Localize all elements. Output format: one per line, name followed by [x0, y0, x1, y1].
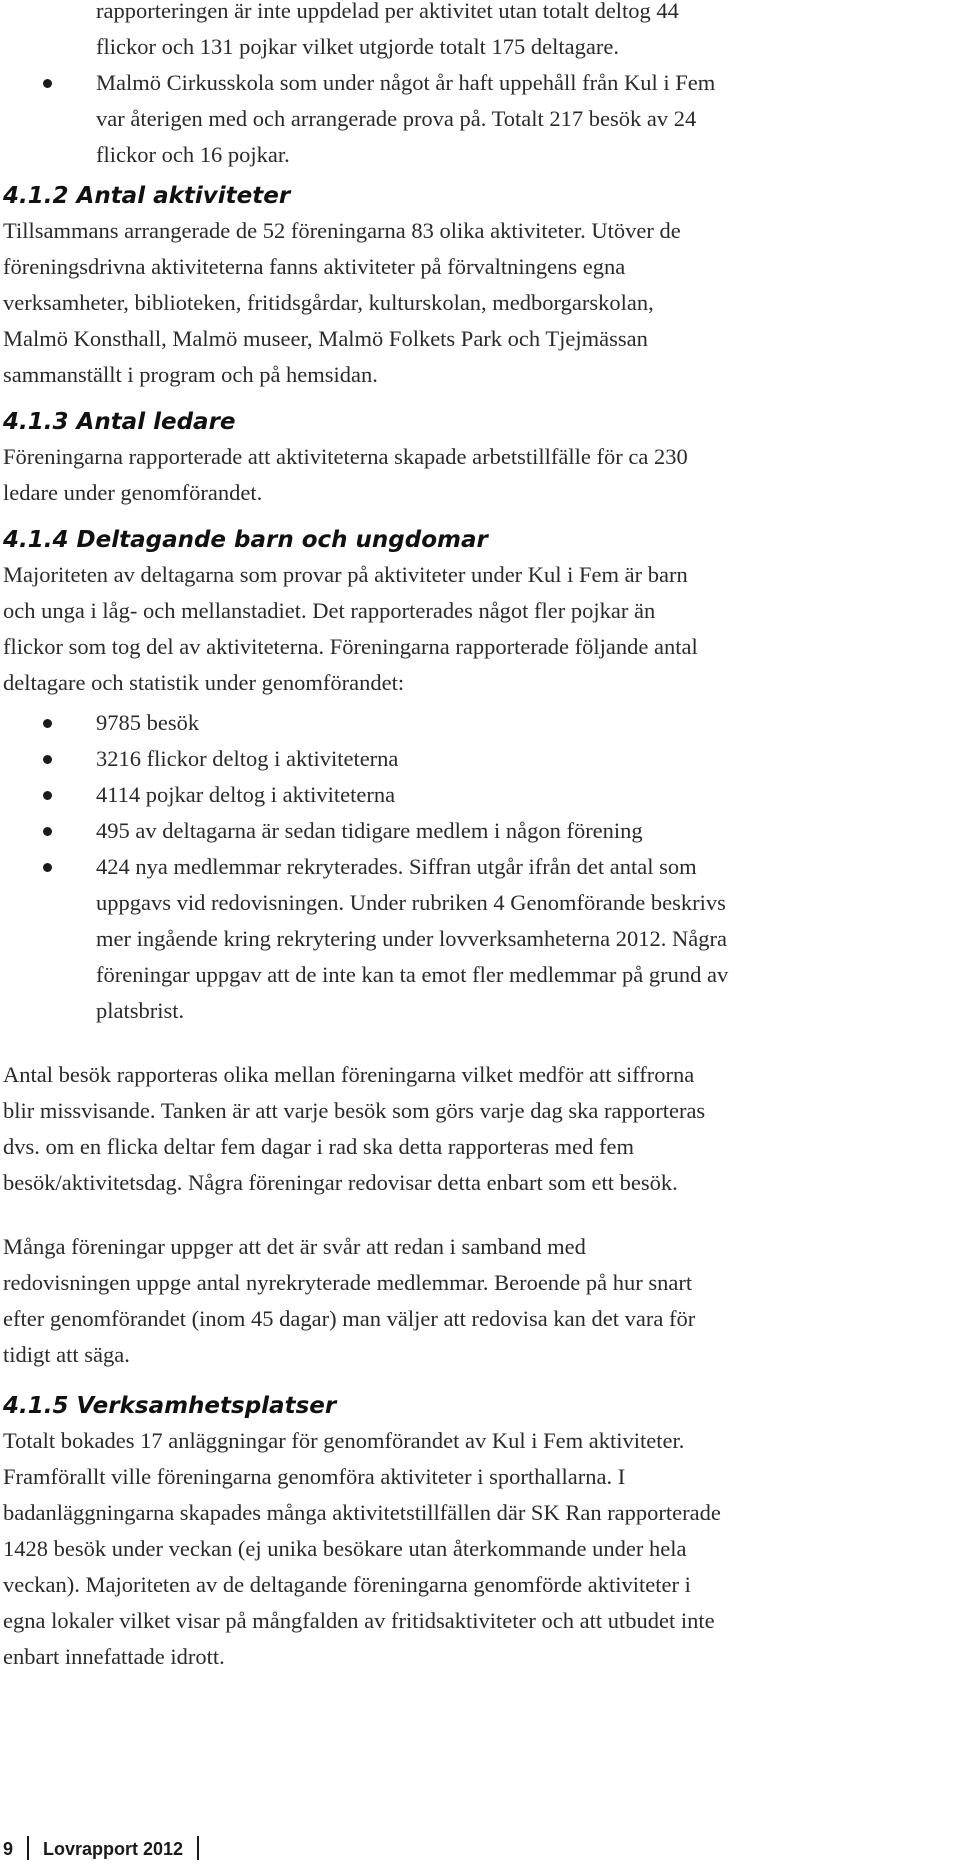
text-line: rapporteringen är inte uppdelad per aktivitet utan totalt deltog 44	[96, 0, 679, 23]
text-line: Totalt bokades 17 anläggningar för genomförandet av Kul i Fem aktiviteter.	[3, 1428, 685, 1453]
section-title: Verksamhetsplatser	[76, 1393, 337, 1419]
text-line: badanläggningarna skapades många aktivitetstillfällen där SK Ran rapporterade	[3, 1500, 721, 1525]
paragraph	[3, 1057, 953, 1201]
bullet-icon	[43, 863, 52, 872]
list-item	[3, 705, 953, 741]
text-line: föreningar uppgav att de inte kan ta emot fler medlemmar på grund av	[96, 962, 729, 987]
text-line: tidigt att säga.	[3, 1342, 130, 1367]
section-title: Antal ledare	[76, 409, 236, 435]
text-line: 1428 besök under veckan (ej unika besökare utan återkommande under hela	[3, 1536, 687, 1561]
text-line: Malmö Cirkusskola som under något år haft uppehåll från Kul i Fem	[96, 70, 716, 95]
text-line: 4114 pojkar deltog i aktiviteterna	[96, 782, 396, 807]
text-line: Antal besök rapporteras olika mellan föreningarna vilket medför att siffrorna	[3, 1062, 695, 1087]
text-line: flickor och 131 pojkar vilket utgjorde totalt 175 deltagare.	[96, 34, 619, 59]
list-item	[3, 65, 953, 173]
footer-divider	[27, 1836, 29, 1860]
text-line: deltagare och statistik under genomförandet:	[3, 670, 405, 695]
text-line: sammanställt i program och på hemsidan.	[3, 362, 378, 387]
page-content	[3, 0, 953, 1675]
text-line: 3216 flickor deltog i aktiviteterna	[96, 746, 399, 771]
section-number: 4.1.2	[3, 183, 69, 209]
bullet-icon	[43, 719, 52, 728]
text-line: 424 nya medlemmar rekryterades. Siffran utgår ifrån det antal som	[96, 854, 697, 879]
text-line: och unga i låg- och mellanstadiet. Det rapporterades något fler pojkar än	[3, 598, 656, 623]
section-4-1-2	[3, 179, 953, 393]
text-line: verksamheter, biblioteken, fritidsgårdar, kulturskolan, medborgarskolan,	[3, 290, 654, 315]
text-line: flickor och 16 pojkar.	[96, 142, 290, 167]
text-line: flickor som tog del av aktiviteterna. Föreningarna rapporterade följande antal	[3, 634, 698, 659]
list-item	[3, 777, 953, 813]
text-line: ledare under genomförandet.	[3, 480, 263, 505]
text-line: föreningsdrivna aktiviteterna fanns aktiviteter på förvaltningens egna	[3, 254, 626, 279]
section-4-1-3	[3, 405, 953, 511]
section-heading	[3, 179, 953, 213]
section-4-1-4	[3, 523, 953, 1373]
section-heading	[3, 1389, 953, 1423]
section-heading	[3, 523, 953, 557]
text-line: egna lokaler vilket visar på mångfalden av fritidsaktiviteter och att utbudet inte	[3, 1608, 715, 1633]
section-number: 4.1.3	[3, 409, 69, 435]
text-line: veckan). Majoriteten av de deltagande föreningarna genomförde aktiviteter i	[3, 1572, 691, 1597]
text-line: blir missvisande. Tanken är att varje besök som görs varje dag ska rapporteras	[3, 1098, 706, 1123]
bullet-icon	[43, 79, 52, 88]
intro-block	[3, 0, 953, 173]
text-line: Föreningarna rapporterade att aktiviteterna skapade arbetstillfälle för ca 230	[3, 444, 688, 469]
text-line: var återigen med och arrangerade prova på. Totalt 217 besök av 24	[96, 106, 697, 131]
text-line: 495 av deltagarna är sedan tidigare medlem i någon förening	[96, 818, 643, 843]
section-title: Deltagande barn och ungdomar	[76, 527, 488, 553]
bullet-icon	[43, 791, 52, 800]
text-line: redovisningen uppge antal nyrekryterade medlemmar. Beroende på hur snart	[3, 1270, 693, 1295]
text-line: Många föreningar uppger att det är svår att redan i samband med	[3, 1234, 586, 1259]
text-line: dvs. om en flicka deltar fem dagar i rad ska detta rapporteras med fem	[3, 1134, 634, 1159]
text-line: enbart innefattade idrott.	[3, 1644, 225, 1669]
footer-divider	[197, 1836, 199, 1860]
statistics-list	[3, 705, 953, 1029]
text-line: Majoriteten av deltagarna som provar på aktiviteter under Kul i Fem är barn	[3, 562, 688, 587]
text-line: efter genomförandet (inom 45 dagar) man väljer att redovisa kan det vara för	[3, 1306, 696, 1331]
text-line: platsbrist.	[96, 998, 185, 1023]
list-item	[3, 741, 953, 777]
text-line: 9785 besök	[96, 710, 200, 735]
text-line: uppgavs vid redovisningen. Under rubriken 4 Genomförande beskrivs	[96, 890, 726, 915]
list-item	[3, 849, 953, 1029]
text-line: besök/aktivitetsdag. Några föreningar redovisar detta enbart som ett besök.	[3, 1170, 678, 1195]
section-number: 4.1.5	[3, 1393, 69, 1419]
report-title: Lovrapport 2012	[43, 1839, 184, 1859]
section-heading	[3, 405, 953, 439]
section-title: Antal aktiviteter	[76, 183, 291, 209]
text-line: Tillsammans arrangerade de 52 föreningarna 83 olika aktiviteter. Utöver de	[3, 218, 681, 243]
text-line: Framförallt ville föreningarna genomföra aktiviteter i sporthallarna. I	[3, 1464, 626, 1489]
page-number: 9	[3, 1839, 14, 1859]
text-line: mer ingående kring rekrytering under lovverksamheterna 2012. Några	[96, 926, 728, 951]
page-footer	[3, 1836, 213, 1860]
section-number: 4.1.4	[3, 527, 69, 553]
section-4-1-5	[3, 1389, 953, 1675]
paragraph	[3, 1229, 953, 1373]
bullet-icon	[43, 827, 52, 836]
text-line: Malmö Konsthall, Malmö museer, Malmö Folkets Park och Tjejmässan	[3, 326, 648, 351]
list-item	[3, 813, 953, 849]
bullet-icon	[43, 755, 52, 764]
